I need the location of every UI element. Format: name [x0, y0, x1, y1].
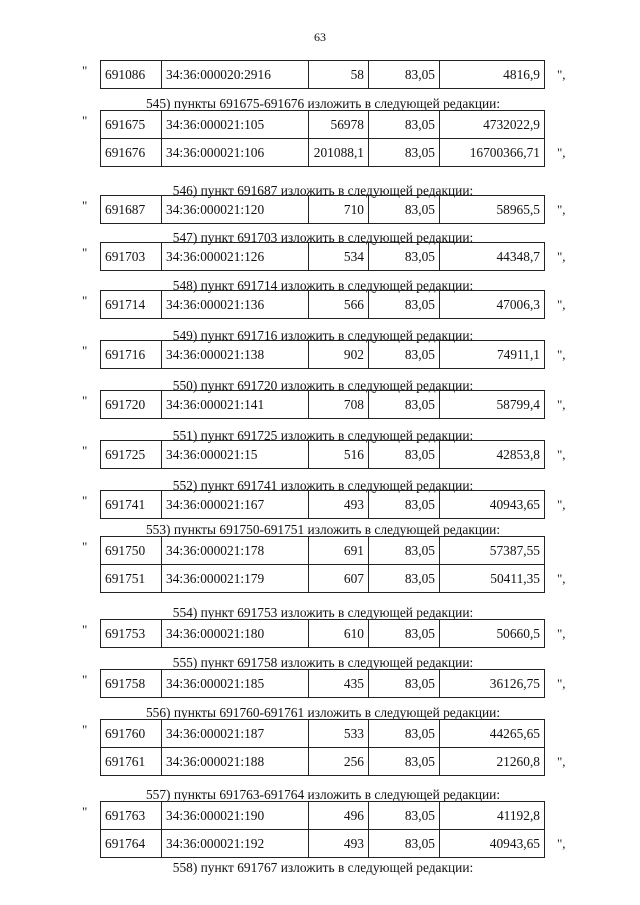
table-row — [101, 139, 545, 167]
row-number-cell: 691760 — [101, 720, 162, 748]
cadastral-number-cell: 34:36:000021:141 — [162, 391, 309, 419]
amount-cell: 58799,4 — [440, 391, 545, 419]
closing-quote: ", — [557, 754, 566, 769]
closing-quote: ", — [557, 249, 566, 264]
area-cell: 496 — [309, 802, 369, 830]
area-cell: 256 — [309, 748, 369, 776]
area-cell: 56978 — [309, 111, 369, 139]
table-row — [101, 537, 545, 565]
rate-cell: 83,05 — [369, 111, 440, 139]
rate-cell: 83,05 — [369, 341, 440, 369]
cadastral-number-cell: 34:36:000021:185 — [162, 670, 309, 698]
table-row — [101, 491, 545, 519]
closing-quote: ", — [557, 202, 566, 217]
amount-cell: 58965,5 — [440, 196, 545, 224]
area-cell: 533 — [309, 720, 369, 748]
row-number-cell: 691086 — [101, 61, 162, 89]
amount-cell: 4816,9 — [440, 61, 545, 89]
closing-quote: ", — [557, 347, 566, 362]
opening-quote: " — [82, 443, 88, 458]
record-table — [100, 669, 545, 698]
cadastral-number-cell: 34:36:000021:179 — [162, 565, 309, 593]
record-table — [100, 340, 545, 369]
amount-cell: 50660,5 — [440, 620, 545, 648]
amendment-caption: 546) пункт 691687 изложить в следующей редакции: — [172, 183, 474, 198]
table-row — [101, 670, 545, 698]
record-table — [100, 619, 545, 648]
opening-quote: " — [82, 622, 88, 637]
closing-quote: ", — [557, 836, 566, 851]
row-number-cell: 691751 — [101, 565, 162, 593]
closing-quote: ", — [557, 626, 566, 641]
table-row — [101, 802, 545, 830]
amendment-caption: 549) пункт 691716 изложить в следующей редакции: — [172, 328, 474, 343]
opening-quote: " — [82, 722, 88, 737]
opening-quote: " — [82, 293, 88, 308]
cadastral-number-cell: 34:36:000021:187 — [162, 720, 309, 748]
row-number-cell: 691761 — [101, 748, 162, 776]
amount-cell: 50411,35 — [440, 565, 545, 593]
amount-cell: 40943,65 — [440, 830, 545, 858]
table-row — [101, 830, 545, 858]
record-table — [100, 801, 545, 858]
row-number-cell: 691703 — [101, 243, 162, 271]
rate-cell: 83,05 — [369, 61, 440, 89]
cadastral-number-cell: 34:36:000021:188 — [162, 748, 309, 776]
closing-quote: ", — [557, 447, 566, 462]
rate-cell: 83,05 — [369, 565, 440, 593]
amount-cell: 47006,3 — [440, 291, 545, 319]
amount-cell: 42853,8 — [440, 441, 545, 469]
area-cell: 493 — [309, 491, 369, 519]
opening-quote: " — [82, 672, 88, 687]
rate-cell: 83,05 — [369, 139, 440, 167]
record-table — [100, 440, 545, 469]
amendment-caption: 545) пункты 691675-691676 изложить в следующей редакции: — [145, 96, 501, 111]
row-number-cell: 691687 — [101, 196, 162, 224]
cadastral-number-cell: 34:36:000021:180 — [162, 620, 309, 648]
amendment-caption: 553) пункты 691750-691751 изложить в следующей редакции: — [145, 522, 501, 537]
cadastral-number-cell: 34:36:000021:15 — [162, 441, 309, 469]
area-cell: 708 — [309, 391, 369, 419]
area-cell: 691 — [309, 537, 369, 565]
table-row — [101, 243, 545, 271]
opening-quote: " — [82, 113, 88, 128]
row-number-cell: 691720 — [101, 391, 162, 419]
table-row — [101, 720, 545, 748]
cadastral-number-cell: 34:36:000021:106 — [162, 139, 309, 167]
amount-cell: 41192,8 — [440, 802, 545, 830]
amount-cell: 57387,55 — [440, 537, 545, 565]
amendment-caption: 550) пункт 691720 изложить в следующей редакции: — [172, 378, 474, 393]
closing-quote: ", — [557, 497, 566, 512]
amendment-caption: 552) пункт 691741 изложить в следующей редакции: — [172, 478, 474, 493]
row-number-cell: 691764 — [101, 830, 162, 858]
cadastral-number-cell: 34:36:000021:190 — [162, 802, 309, 830]
closing-quote: ", — [557, 67, 566, 82]
page-number: 63 — [314, 30, 326, 44]
row-number-cell: 691750 — [101, 537, 162, 565]
rate-cell: 83,05 — [369, 748, 440, 776]
opening-quote: " — [82, 245, 88, 260]
area-cell: 435 — [309, 670, 369, 698]
opening-quote: " — [82, 804, 88, 819]
amendment-caption: 555) пункт 691758 изложить в следующей редакции: — [172, 655, 474, 670]
record-table — [100, 242, 545, 271]
table-row — [101, 196, 545, 224]
table-row — [101, 441, 545, 469]
closing-quote: ", — [557, 145, 566, 160]
rate-cell: 83,05 — [369, 291, 440, 319]
cadastral-number-cell: 34:36:000021:167 — [162, 491, 309, 519]
area-cell: 902 — [309, 341, 369, 369]
amount-cell: 21260,8 — [440, 748, 545, 776]
amendment-caption: 548) пункт 691714 изложить в следующей редакции: — [172, 278, 474, 293]
amount-cell: 44265,65 — [440, 720, 545, 748]
amount-cell: 40943,65 — [440, 491, 545, 519]
amendment-caption: 554) пункт 691753 изложить в следующей редакции: — [172, 605, 474, 620]
amount-cell: 36126,75 — [440, 670, 545, 698]
cadastral-number-cell: 34:36:000021:105 — [162, 111, 309, 139]
amendment-caption: 557) пункты 691763-691764 изложить в следующей редакции: — [145, 787, 501, 802]
cadastral-number-cell: 34:36:000020:2916 — [162, 61, 309, 89]
table-row — [101, 341, 545, 369]
cadastral-number-cell: 34:36:000021:126 — [162, 243, 309, 271]
rate-cell: 83,05 — [369, 720, 440, 748]
area-cell: 493 — [309, 830, 369, 858]
record-table — [100, 110, 545, 167]
row-number-cell: 691676 — [101, 139, 162, 167]
row-number-cell: 691753 — [101, 620, 162, 648]
area-cell: 534 — [309, 243, 369, 271]
amount-cell: 44348,7 — [440, 243, 545, 271]
table-row — [101, 565, 545, 593]
area-cell: 201088,1 — [309, 139, 369, 167]
area-cell: 710 — [309, 196, 369, 224]
opening-quote: " — [82, 198, 88, 213]
table-row — [101, 391, 545, 419]
closing-quote: ", — [557, 297, 566, 312]
opening-quote: " — [82, 343, 88, 358]
record-table — [100, 719, 545, 776]
opening-quote: " — [82, 493, 88, 508]
amount-cell: 4732022,9 — [440, 111, 545, 139]
row-number-cell: 691716 — [101, 341, 162, 369]
amendment-caption: 547) пункт 691703 изложить в следующей редакции: — [172, 230, 474, 245]
closing-quote: ", — [557, 676, 566, 691]
cadastral-number-cell: 34:36:000021:136 — [162, 291, 309, 319]
cadastral-number-cell: 34:36:000021:120 — [162, 196, 309, 224]
row-number-cell: 691763 — [101, 802, 162, 830]
area-cell: 516 — [309, 441, 369, 469]
rate-cell: 83,05 — [369, 441, 440, 469]
area-cell: 566 — [309, 291, 369, 319]
row-number-cell: 691714 — [101, 291, 162, 319]
rate-cell: 83,05 — [369, 537, 440, 565]
rate-cell: 83,05 — [369, 830, 440, 858]
amendment-caption: 556) пункты 691760-691761 изложить в следующей редакции: — [145, 705, 501, 720]
closing-quote: ", — [557, 571, 566, 586]
rate-cell: 83,05 — [369, 620, 440, 648]
table-row — [101, 61, 545, 89]
rate-cell: 83,05 — [369, 196, 440, 224]
row-number-cell: 691725 — [101, 441, 162, 469]
opening-quote: " — [82, 63, 88, 78]
record-table — [100, 390, 545, 419]
table-row — [101, 620, 545, 648]
cadastral-number-cell: 34:36:000021:138 — [162, 341, 309, 369]
table-row — [101, 111, 545, 139]
amendment-caption: 558) пункт 691767 изложить в следующей редакции: — [172, 860, 474, 875]
opening-quote: " — [82, 539, 88, 554]
amount-cell: 16700366,71 — [440, 139, 545, 167]
area-cell: 610 — [309, 620, 369, 648]
amount-cell: 74911,1 — [440, 341, 545, 369]
rate-cell: 83,05 — [369, 243, 440, 271]
record-table — [100, 536, 545, 593]
row-number-cell: 691741 — [101, 491, 162, 519]
rate-cell: 83,05 — [369, 670, 440, 698]
rate-cell: 83,05 — [369, 491, 440, 519]
area-cell: 58 — [309, 61, 369, 89]
cadastral-number-cell: 34:36:000021:192 — [162, 830, 309, 858]
table-row — [101, 291, 545, 319]
closing-quote: ", — [557, 397, 566, 412]
record-table — [100, 290, 545, 319]
record-table — [100, 490, 545, 519]
area-cell: 607 — [309, 565, 369, 593]
rate-cell: 83,05 — [369, 802, 440, 830]
cadastral-number-cell: 34:36:000021:178 — [162, 537, 309, 565]
opening-quote: " — [82, 393, 88, 408]
row-number-cell: 691675 — [101, 111, 162, 139]
record-table — [100, 60, 545, 89]
row-number-cell: 691758 — [101, 670, 162, 698]
amendment-caption: 551) пункт 691725 изложить в следующей редакции: — [172, 428, 474, 443]
record-table — [100, 195, 545, 224]
rate-cell: 83,05 — [369, 391, 440, 419]
table-row — [101, 748, 545, 776]
